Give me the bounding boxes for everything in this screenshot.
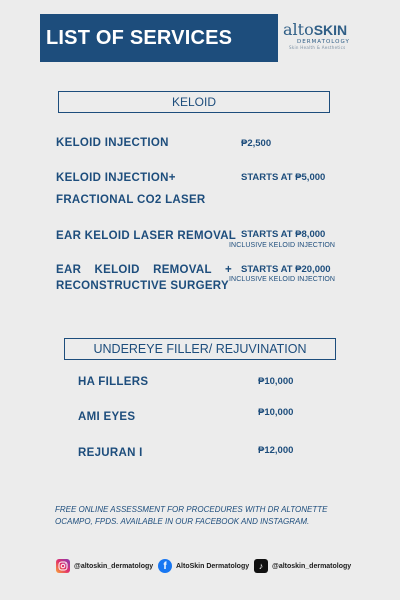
service-price: STARTS AT ₱8,000	[241, 229, 326, 240]
service-name-line2: FRACTIONAL CO2 LASER	[56, 194, 206, 206]
logo-word-bold: SKIN	[313, 22, 348, 38]
logo-word-light: alto	[283, 20, 314, 39]
section-header-keloid	[58, 91, 330, 113]
service-name-line1: EAR KELOID REMOVAL +	[56, 264, 232, 276]
service-name: KELOID INJECTION	[56, 137, 169, 149]
service-name-line2: RECONSTRUCTIVE SURGERY	[56, 280, 229, 292]
social-instagram[interactable]	[56, 559, 153, 573]
header-banner	[40, 14, 278, 62]
section-title: UNDEREYE FILLER/ REJUVINATION	[93, 342, 307, 356]
service-name: REJURAN I	[78, 447, 143, 459]
logo-subtitle: DERMATOLOGY	[297, 39, 350, 45]
social-facebook[interactable]	[158, 559, 249, 573]
service-name: HA FILLERS	[78, 376, 149, 388]
service-note: INCLUSIVE KELOID INJECTION	[229, 242, 336, 249]
service-price: ₱12,000	[258, 445, 294, 456]
instagram-handle: @altoskin_dermatology	[74, 562, 154, 570]
logo-tagline: Skin Health & Aesthetics	[289, 45, 346, 50]
service-name-line1: KELOID INJECTION+	[56, 172, 176, 184]
facebook-icon: f	[158, 559, 172, 573]
facebook-handle: AltoSkin Dermatology	[176, 562, 250, 570]
service-name: EAR KELOID LASER REMOVAL	[56, 230, 237, 242]
footnote: FREE ONLINE ASSESSMENT FOR PROCEDURES WITH DR ALTONETTE OCAMPO, FPDS. AVAILABLE IN OUR FACEBOOK AND INSTAGRAM.	[55, 505, 328, 526]
service-price: ₱10,000	[258, 407, 294, 418]
section-header-undereye	[64, 338, 336, 360]
service-name: AMI EYES	[78, 411, 136, 423]
service-note: INCLUSIVE KELOID INJECTION	[229, 276, 336, 283]
tiktok-handle: @altoskin_dermatology	[272, 562, 352, 570]
section-title: KELOID	[171, 95, 216, 109]
service-price: STARTS AT ₱20,000	[241, 264, 331, 275]
page-title: LIST OF SERVICES	[46, 26, 233, 49]
service-price: ₱2,500	[241, 138, 272, 149]
tiktok-icon: ♪	[254, 559, 268, 573]
instagram-icon	[56, 559, 70, 573]
service-price: ₱10,000	[258, 376, 294, 387]
social-tiktok[interactable]	[254, 559, 351, 573]
service-price: STARTS AT ₱5,000	[241, 172, 326, 183]
altoskin-logo	[283, 22, 363, 62]
